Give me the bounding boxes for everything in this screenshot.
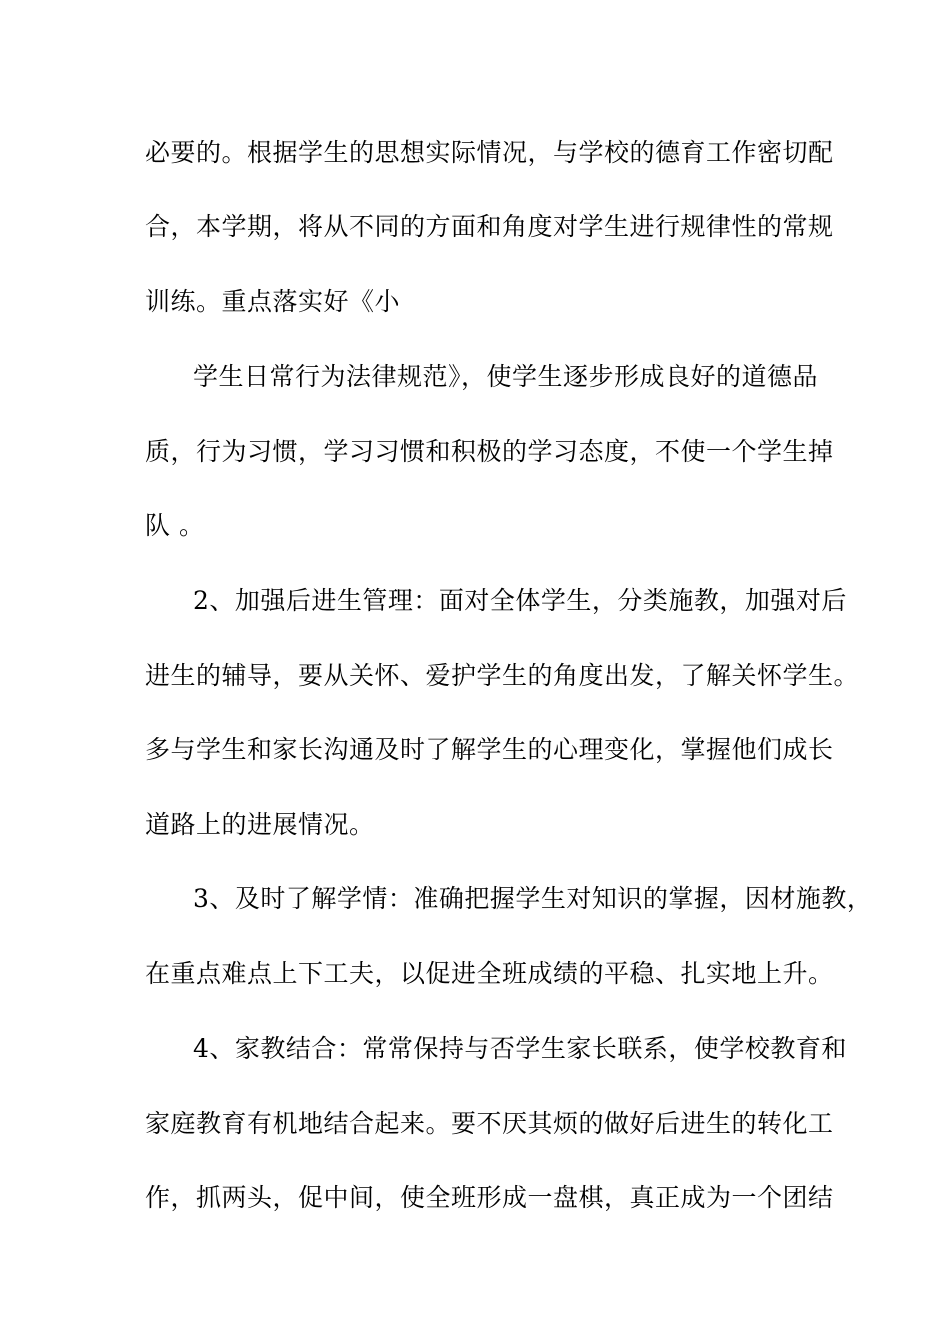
text-line-2: 合，本学期，将从不同的方面和角度对学生进行规律性的常规 (145, 212, 834, 241)
text-line-10: 道路上的进展情况。 (145, 810, 375, 839)
text-line-1: 必要的。根据学生的思想实际情况，与学校的德育工作密切配 (145, 138, 834, 167)
text-line-14: 家庭教育有机地结合起来。要不厌其烦的做好后进生的转化工 (145, 1109, 834, 1138)
text-line-7: 2、加强后进生管理：面对全体学生，分类施教，加强对后 (193, 586, 847, 615)
text-line-15: 作，抓两头，促中间，使全班形成一盘棋，真正成为一个团结 (145, 1183, 834, 1212)
text-line-12: 在重点难点上下工夫，以促进全班成绩的平稳、扎实地上升。 (145, 959, 834, 988)
text-line-13: 4、家教结合：常常保持与否学生家长联系，使学校教育和 (193, 1034, 847, 1063)
text-line-3: 训练。重点落实好《小 (145, 287, 401, 316)
text-line-8: 进生的辅导，要从关怀、爱护学生的角度出发，了解关怀学生。 (145, 661, 860, 690)
text-line-5: 质，行为习惯，学习习惯和积极的学习态度，不使一个学生掉 (145, 437, 834, 466)
text-line-9: 多与学生和家长沟通及时了解学生的心理变化，掌握他们成长 (145, 735, 834, 764)
text-line-11: 3、及时了解学情：准确把握学生对知识的掌握，因材施教， (193, 884, 873, 913)
text-line-4: 学生日常行为法律规范》，使学生逐步形成良好的道德品 (193, 362, 819, 391)
text-line-6: 队 。 (145, 511, 205, 540)
